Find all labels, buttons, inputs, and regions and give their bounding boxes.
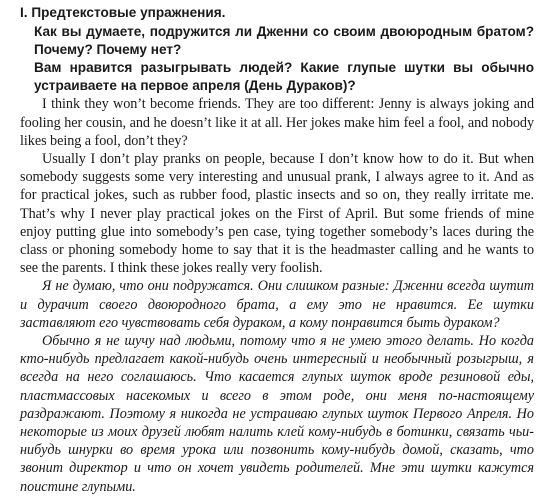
- answer-paragraph-en-1: I think they won’t become friends. They are too different: Jenny is always joking and fooling her cousin, and he doesn’t like it at all. Her jokes make him feel a fool, and nobody likes being a fool, don’t they?: [20, 96, 534, 149]
- translation-paragraph-ru-2: Обычно я не шучу над людьми, потому что я не умею этого делать. Но когда кто-нибудь предлагает какой-нибудь очень интересный и необычный розыгрыш, я всегда на него соглашаюсь. Что касается глупых шуток вроде резиновой еды, пластмассовых насекомых и всего в этом роде, они меня по-настоящему раздражают. Поэтому я никогда не устраиваю глупых шуток Первого Апреля. Но некоторые из моих друзей любят налить клей кому-нибудь в ботинки, связать чьи-нибудь шнурки во время урока или позвонить кому-нибудь домой, сказать, что звонит директор и что он хочет увидеть родителей. Мне эти шутки кажутся поистине глупыми.: [20, 333, 534, 495]
- translation-paragraph-ru-1: Я не думаю, что они подружатся. Они слишком разные: Дженни всегда шутит и дурачит своего двоюродного брата, а ему это не нравится. Ее шутки заставляют его чувствовать себя дураком, а кому понравится быть дураком?: [20, 278, 534, 331]
- section-title: I. Предтекстовые упражнения.: [20, 5, 226, 20]
- question-1: Как вы думаете, подружится ли Дженни со своим двоюродным братом? Почему? Почему нет?: [34, 24, 534, 57]
- answer-paragraph-en-2: Usually I don’t play pranks on people, because I don’t know how to do it. But when somebody suggests some very interesting and unusual prank, I always agree to it. And as for practical jokes, such as rubber food, plastic insects and so on, they really irritate me. That’s why I never play practical jokes on the First of April. But some friends of mine enjoy putting glue into somebody’s pen case, tying together somebody’s laces during the class or phoning somebody home to say that it is the headmaster calling and he wants to see the parents. I think these jokes really very foolish.: [20, 150, 534, 277]
- textbook-page: [20, 4, 534, 496]
- question-2: Вам нравится разыгрывать людей? Какие глупые шутки вы обычно устраиваете на первое апреля (День Дураков)?: [34, 60, 534, 93]
